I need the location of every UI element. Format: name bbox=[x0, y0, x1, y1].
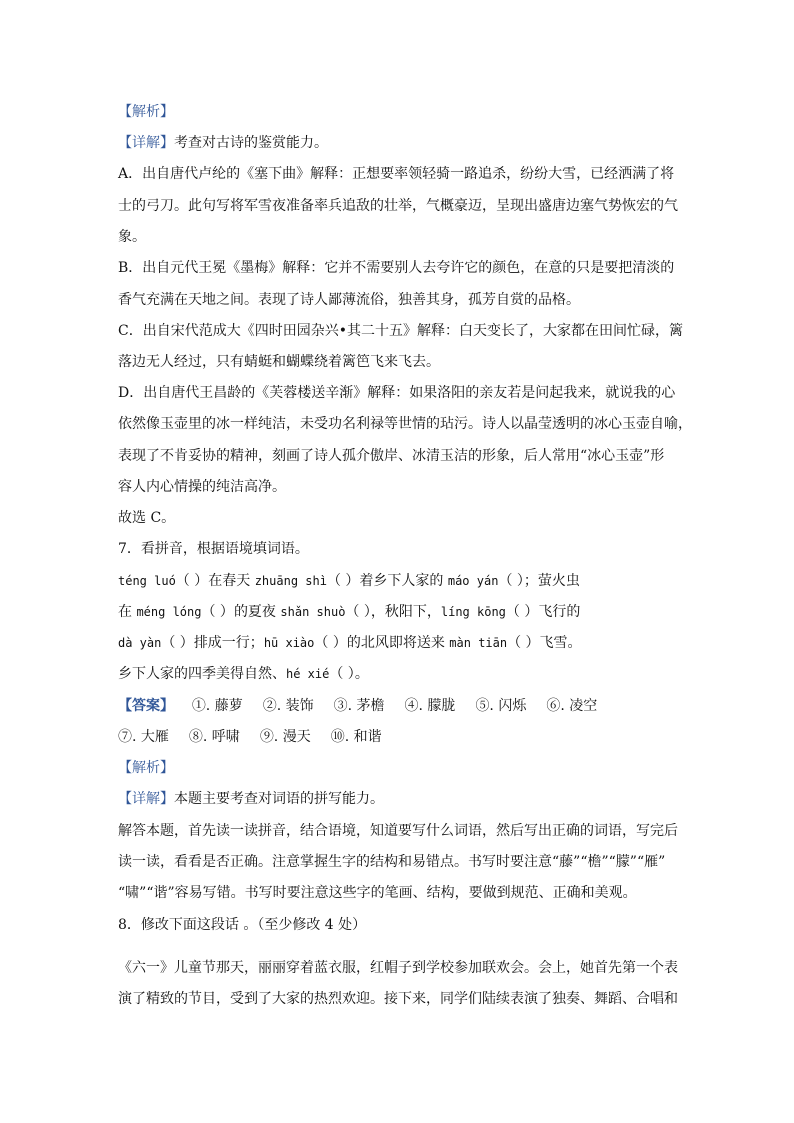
answer-row-2 bbox=[118, 727, 382, 747]
detail-line bbox=[118, 133, 328, 153]
option-c-line-2: 落边无人经过，只有蜻蜓和蝴蝶绕着篱笆飞来飞去。 bbox=[118, 354, 440, 370]
answer-blank: （ ） bbox=[326, 573, 360, 589]
answer-blank: （ ） bbox=[175, 573, 209, 589]
option-a-line-2: 士的弓刀。此句写将军雪夜准备率兵追敌的壮举，气概豪迈，呈现出盛唐边塞气势恢宏的气 bbox=[118, 198, 678, 214]
analysis-heading-2 bbox=[118, 758, 174, 778]
question-7-line-4 bbox=[118, 664, 369, 684]
answer-item: ⑧. 呼啸 bbox=[188, 729, 240, 745]
answer-blank: （ ） bbox=[201, 604, 234, 620]
pinyin: hé xié bbox=[286, 667, 330, 681]
answer-blank: （ ） bbox=[161, 635, 194, 651]
answer-item: ⑥. 凌空 bbox=[546, 698, 598, 714]
option-c-line-1: C．出自宋代范成大《四时田园杂兴•其二十五》解释：白天变长了，大家都在田间忙碌，篱 bbox=[118, 323, 683, 339]
answer-blank: （ ） bbox=[505, 604, 539, 620]
question-7-line-3 bbox=[118, 633, 582, 653]
pinyin: téng luó bbox=[118, 574, 176, 588]
option-d-line-4: 容人内心情操的纯洁高净。 bbox=[118, 479, 286, 495]
answer-item: ③. 茅檐 bbox=[333, 698, 385, 714]
text-segment: 在 bbox=[118, 604, 137, 620]
option-d-line-1: D．出自唐代王昌龄的《芙蓉楼送辛渐》解释：如果洛阳的亲友若是问起我来，就说我的心 bbox=[118, 385, 676, 401]
option-d-line-2: 依然像玉壶里的冰一样纯洁，未受功名利禄等世情的玷污。诗人以晶莹透明的冰心玉壶自喻， bbox=[118, 416, 692, 432]
answer-blank: （ ） bbox=[345, 604, 371, 620]
answer-item: ⑨. 漫天 bbox=[259, 729, 311, 745]
option-a-line-1: A．出自唐代卢纶的《塞下曲》解释：正想要率领轻骑一路追杀，纷纷大雪，已经洒满了将 bbox=[118, 166, 675, 182]
answer-blank: （ ） bbox=[314, 635, 347, 651]
answer-tag: 【答案】 bbox=[118, 698, 174, 714]
question-7-title: 7．看拼音，根据语境填词语。 bbox=[118, 541, 309, 557]
detail-text: 本题主要考查对词语的拼写能力。 bbox=[174, 791, 384, 807]
explanation-line-1: 解答本题，首先读一读拼音，结合语境，知道要写什么词语，然后写出正确的词语，写完后 bbox=[118, 823, 678, 839]
text-segment: 乡下人家的四季美得自然、 bbox=[118, 666, 286, 682]
pinyin: shǎn shuò bbox=[280, 605, 346, 619]
passage-line-2: 演了精致的节目，受到了大家的热烈欢迎。接下来，同学们陆续表演了独奏、舞蹈、合唱和 bbox=[118, 991, 678, 1007]
text-segment: 。 bbox=[354, 666, 369, 682]
option-d-line-3: 表现了不肯妥协的精神，刻画了诗人孤介傲岸、冰清玉洁的形象，后人常用“冰心玉壶”形 bbox=[118, 448, 665, 464]
answer-blank: （ ） bbox=[329, 666, 355, 682]
question-7-line-1 bbox=[118, 571, 580, 591]
analysis-heading bbox=[118, 102, 174, 122]
text-segment: 飞雪。 bbox=[539, 635, 582, 651]
answer-row-1 bbox=[118, 696, 597, 716]
pinyin: màn tiān bbox=[449, 636, 508, 650]
text-segment: 在春天 bbox=[208, 573, 255, 589]
question-8-title: 8．修改下面这段话 。（至少修改 4 处） bbox=[118, 917, 367, 933]
pinyin: hū xiào bbox=[263, 636, 315, 650]
pinyin: máo yán bbox=[447, 574, 499, 588]
answer-item: ②. 装饰 bbox=[262, 698, 314, 714]
text-segment: ；萤火虫 bbox=[523, 573, 580, 589]
text-segment: 的夏夜 bbox=[233, 604, 281, 620]
pinyin: líng kōng bbox=[440, 605, 506, 619]
answer-blank: （ ） bbox=[507, 635, 540, 651]
pinyin: dà yàn bbox=[118, 636, 162, 650]
answer-item: ⑦. 大雁 bbox=[118, 729, 169, 745]
answer-blank: （ ） bbox=[498, 573, 524, 589]
pinyin: méng lóng bbox=[136, 605, 202, 619]
pinyin: zhuāng shì bbox=[254, 574, 327, 588]
explanation-line-3: “啸”“谐”容易写错。书写时要注意这些字的笔画、结构，要做到规范、正确和美观。 bbox=[118, 885, 637, 901]
analysis-tag: 【解析】 bbox=[118, 760, 174, 776]
answer-item: ⑩. 和谐 bbox=[330, 729, 382, 745]
answer-item: ①. 藤萝 bbox=[191, 698, 243, 714]
detail-tag: 【详解】 bbox=[118, 135, 174, 151]
text-segment: 飞行的 bbox=[538, 604, 581, 620]
explanation-line-2: 读一读，看看是否正确。注意掌握生字的结构和易错点。书写时要注意“藤”“檐”“朦”“雁” bbox=[118, 854, 666, 870]
question-7-line-2 bbox=[118, 602, 580, 622]
analysis-tag: 【解析】 bbox=[118, 104, 174, 120]
answer-item: ⑤. 闪烁 bbox=[475, 698, 527, 714]
text-segment: ，秋阳下， bbox=[370, 604, 441, 620]
detail-tag: 【详解】 bbox=[118, 791, 174, 807]
passage-line-1: 《六一》儿童节那天，丽丽穿着蓝衣服，红帽子到学校参加联欢会。会上，她首先第一个表 bbox=[118, 960, 678, 976]
detail-line-2 bbox=[118, 789, 384, 809]
text-segment: 着乡下人家的 bbox=[359, 573, 448, 589]
conclusion: 故选 C。 bbox=[118, 510, 176, 526]
text-segment: 排成一行； bbox=[193, 635, 264, 651]
option-a-line-3: 象。 bbox=[118, 229, 146, 245]
answer-item: ④. 朦胧 bbox=[404, 698, 456, 714]
option-b-line-1: B．出自元代王冕《墨梅》解释：它并不需要别人去夸许它的颜色，在意的只是要把清淡的 bbox=[118, 260, 675, 276]
text-segment: 的北风即将送来 bbox=[346, 635, 450, 651]
detail-text: 考查对古诗的鉴赏能力。 bbox=[174, 135, 328, 151]
option-b-line-2: 香气充满在天地之间。表现了诗人鄙薄流俗，独善其身，孤芳自赏的品格。 bbox=[118, 292, 580, 308]
